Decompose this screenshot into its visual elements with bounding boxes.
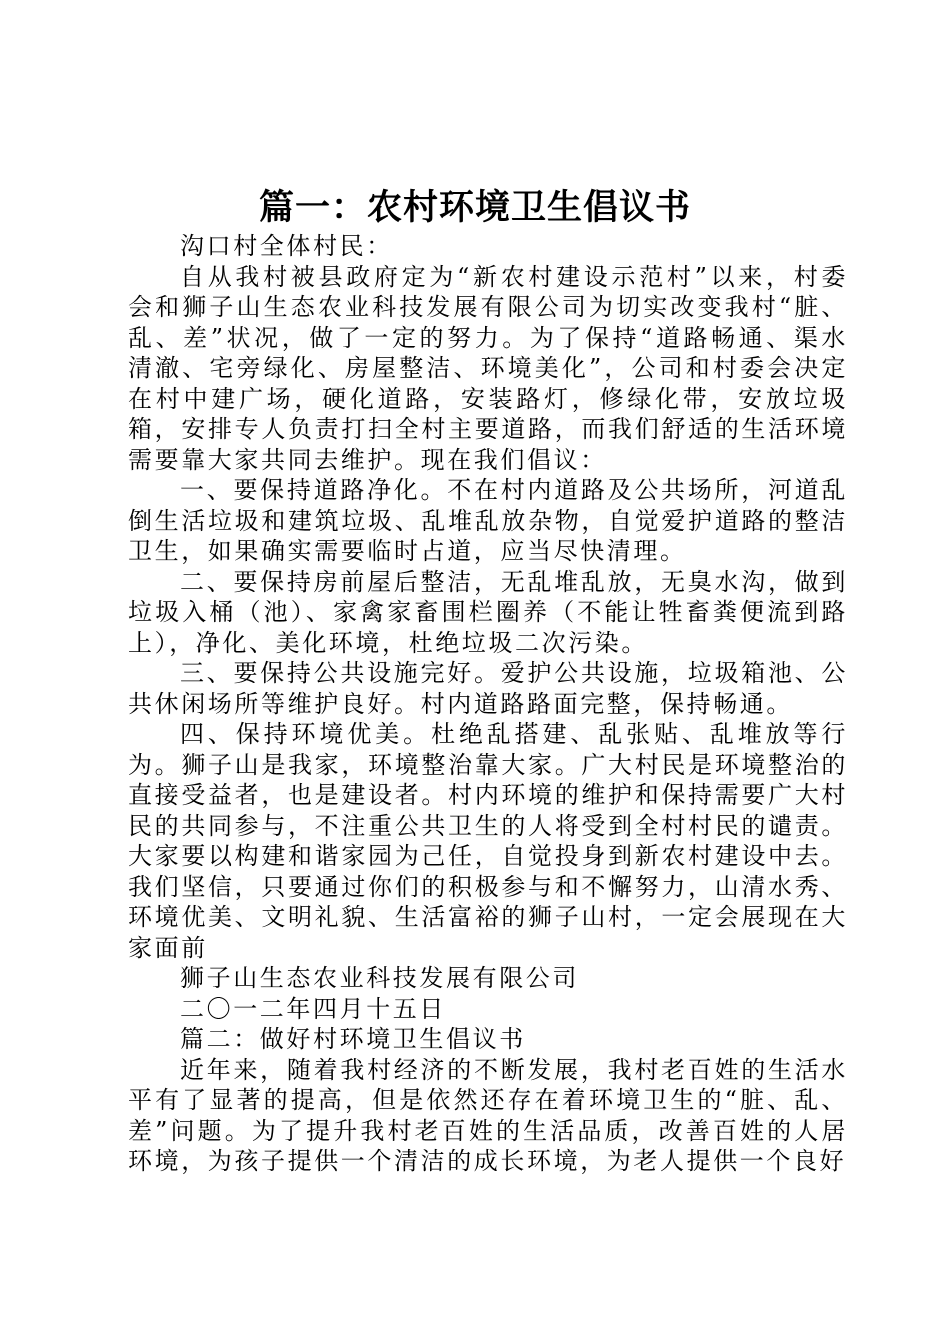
paragraph-intro: 自从我村被县政府定为“新农村建设示范村”以来，村委会和狮子山生态农业科技发展有限公司为切实改变我村“脏、乱、差”状况，做了一定的努力。为了保持“道路畅通、渠水清澈、宅旁绿化、房屋整洁、环境美化”，公司和村委会决定在村中建广场，硬化道路，安装路灯，修绿化带，安放垃圾箱，安排专人负责打扫全村主要道路，而我们舒适的生活环境需要靠大家共同去维护。现在我们倡议： xyxy=(128,262,848,474)
paragraph-section-2: 近年来，随着我村经济的不断发展，我村老百姓的生活水平有了显著的提高，但是依然还存在着环境卫生的“脏、乱、差”问题。为了提升我村老百姓的生活品质，改善百姓的人居环境，为孩子提供一个清洁的成长环境，为老人提供一个良好 xyxy=(128,1055,848,1175)
paragraph-item-1: 一、要保持道路净化。不在村内道路及公共场所，河道乱倒生活垃圾和建筑垃圾、乱堆乱放杂物，自觉爱护道路的整洁卫生，如果确实需要临时占道，应当尽快清理。 xyxy=(128,476,848,565)
paragraph-item-4: 四、保持环境优美。杜绝乱搭建、乱张贴、乱堆放等行为。狮子山是我家，环境整治靠大家。广大村民是环境整治的直接受益者，也是建设者。村内环境的维护和保持需要广大村民的共同参与，不注重公共卫生的人将受到全村村民的谴责。大家要以构建和谐家园为己任，自觉投身到新农村建设中去。我们坚信，只要通过你们的积极参与和不懈努力，山清水秀、环境优美、文明礼貌、生活富裕的狮子山村，一定会展现在大家面前 xyxy=(128,720,848,962)
paragraph-item-2: 二、要保持房前屋后整洁，无乱堆乱放，无臭水沟，做到垃圾入桶（池）、家禽家畜围栏圈养（不能让牲畜粪便流到路上），净化、美化环境，杜绝垃圾二次污染。 xyxy=(128,567,848,657)
document-title: 篇一：农村环境卫生倡议书 xyxy=(258,187,691,228)
signature-company: 狮子山生态农业科技发展有限公司 xyxy=(180,964,579,992)
signature-date: 二〇一二年四月十五日 xyxy=(180,994,446,1023)
section-heading-2: 篇二：做好村环境卫生倡议书 xyxy=(180,1025,526,1053)
paragraph-item-3: 三、要保持公共设施完好。爱护公共设施，垃圾箱池、公共休闲场所等维护良好。村内道路路面完整，保持畅通。 xyxy=(128,659,848,718)
salutation: 沟口村全体村民： xyxy=(180,232,393,260)
document-body xyxy=(128,231,848,1177)
